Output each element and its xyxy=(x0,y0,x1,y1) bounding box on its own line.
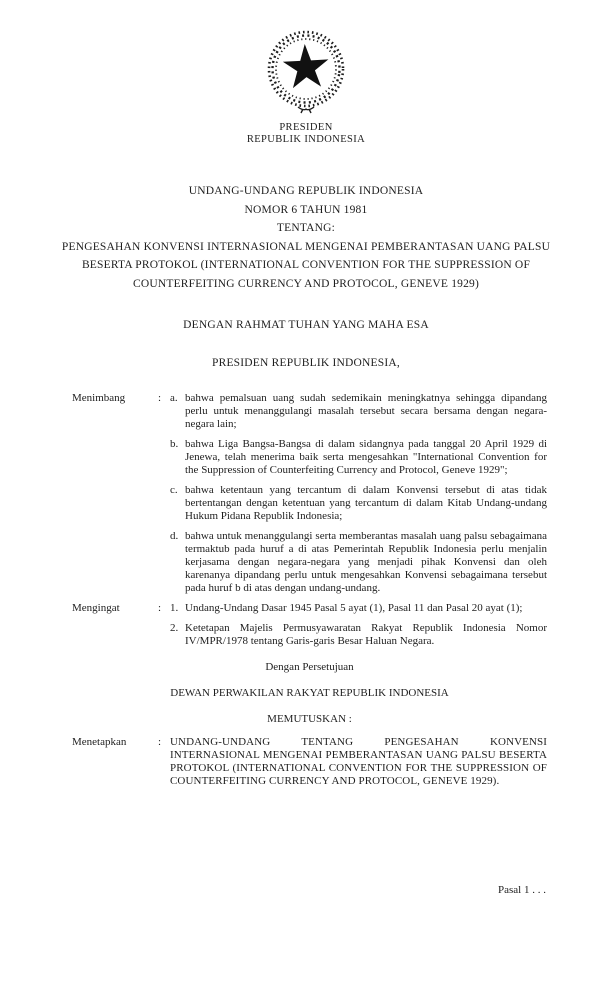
title-line-4: PENGESAHAN KONVENSI INTERNASIONAL MENGENAI PEMBERANTASAN UANG PALSU xyxy=(61,240,551,253)
decides-colon: : xyxy=(158,736,162,748)
letterhead-org-presiden: PRESIDEN xyxy=(279,122,333,133)
list-item xyxy=(170,438,547,477)
letterhead xyxy=(0,0,612,146)
clauses-block xyxy=(72,392,547,788)
decides-section xyxy=(72,736,547,788)
title-line-6: COUNTERFEITING CURRENCY AND PROTOCOL, GENEVE 1929) xyxy=(132,277,480,290)
letterhead-org-republik: REPUBLIK INDONESIA xyxy=(246,134,366,145)
continuation-mark: Pasal 1 . . . xyxy=(498,884,546,896)
grace-heading: DENGAN RAHMAT TUHAN YANG MAHA ESA xyxy=(183,319,429,331)
title-line-5: BESERTA PROTOKOL (INTERNATIONAL CONVENTION FOR THE SUPPRESSION OF xyxy=(81,259,531,271)
title-line-1: UNDANG-UNDANG REPUBLIK INDONESIA xyxy=(188,185,424,197)
item-text: Ketetapan Majelis Permusyawaratan Rakyat Republik Indonesia Nomor IV/MPR/1978 tentang Garis-garis Besar Haluan Negara. xyxy=(185,622,547,647)
item-marker: b. xyxy=(170,438,179,450)
considering-colon: : xyxy=(158,392,162,404)
authority-heading: PRESIDEN REPUBLIK INDONESIA, xyxy=(211,357,400,369)
decides-text: UNDANG-UNDANG TENTANG PENGESAHAN KONVENSI INTERNASIONAL MENGENAI PEMBERANTASAN UANG PALSU BESERTA PROTOKOL (INTERNATIONAL CONVENTION FOR THE SUPPRESSION OF COUNTERFEITING CURRENCY AND PROTOCOL, GENEVE 1929). xyxy=(170,736,547,787)
item-text: Undang-Undang Dasar 1945 Pasal 5 ayat (1), Pasal 11 dan Pasal 20 ayat (1); xyxy=(185,602,523,614)
item-text: bahwa Liga Bangsa-Bangsa di dalam sidangnya pada tanggal 20 April 1929 di Jenewa, telah menerima baik serta mengesahkan "International Convention for the Suppression of Counterfeiting Currency and Protocol, Geneve 1929"; xyxy=(185,438,547,476)
title-line-2: NOMOR 6 TAHUN 1981 xyxy=(244,203,368,216)
list-item xyxy=(170,622,547,648)
considering-items xyxy=(170,392,547,595)
list-item xyxy=(170,530,547,595)
item-marker: a. xyxy=(170,392,178,404)
considering-section xyxy=(72,392,547,595)
approval-block xyxy=(72,661,547,726)
item-text: bahwa pemalsuan uang sudah sedemikain meningkatnya sehingga dipandang perlu untuk menanggulangi masalah tersebut secara bersama dengan negara-negara lain; xyxy=(185,392,547,430)
list-item xyxy=(170,602,547,615)
item-marker: 2. xyxy=(170,622,179,634)
approval-heading: Dengan Persetujuan xyxy=(265,661,354,673)
star-icon xyxy=(282,43,330,89)
considering-label: Menimbang xyxy=(72,392,126,404)
list-item xyxy=(170,392,547,431)
recalling-label: Mengingat xyxy=(72,602,120,614)
dpr-heading: DEWAN PERWAKILAN RAKYAT REPUBLIK INDONESIA xyxy=(170,687,449,699)
list-item xyxy=(170,484,547,523)
document-title xyxy=(0,182,612,293)
item-marker: c. xyxy=(170,484,178,496)
title-line-3: TENTANG: xyxy=(276,222,336,234)
memutuskan-heading: MEMUTUSKAN : xyxy=(267,713,352,725)
star-wreath-emblem-icon xyxy=(260,30,352,114)
recalling-items xyxy=(170,602,547,648)
recalling-section xyxy=(72,602,547,648)
item-marker: 1. xyxy=(170,602,179,614)
item-text: bahwa ketentaun yang tercantum di dalam Konvensi tersebut di atas tidak bertentangan dengan ketentuan yang tercantum di dalam Kitab Undang-undang Hukum Pidana Republik Indonesia; xyxy=(185,484,547,522)
decides-label: Menetapkan xyxy=(72,736,127,748)
item-marker: d. xyxy=(170,530,179,542)
item-text: bahwa untuk menanggulangi serta memberantas masalah uang palsu sebagaimana termaktub pada huruf a di atas Pemerintah Republik Indonesia perlu menjalin kerjasama dengan negara-negara yang menjadi pihak Konvensi dan oleh karenanya dipandang perlu untuk mengesahkan Konvensi sebagaimana tersebut pada huruf b di atas dengan undang-undang. xyxy=(185,530,547,594)
recalling-colon: : xyxy=(158,602,162,614)
